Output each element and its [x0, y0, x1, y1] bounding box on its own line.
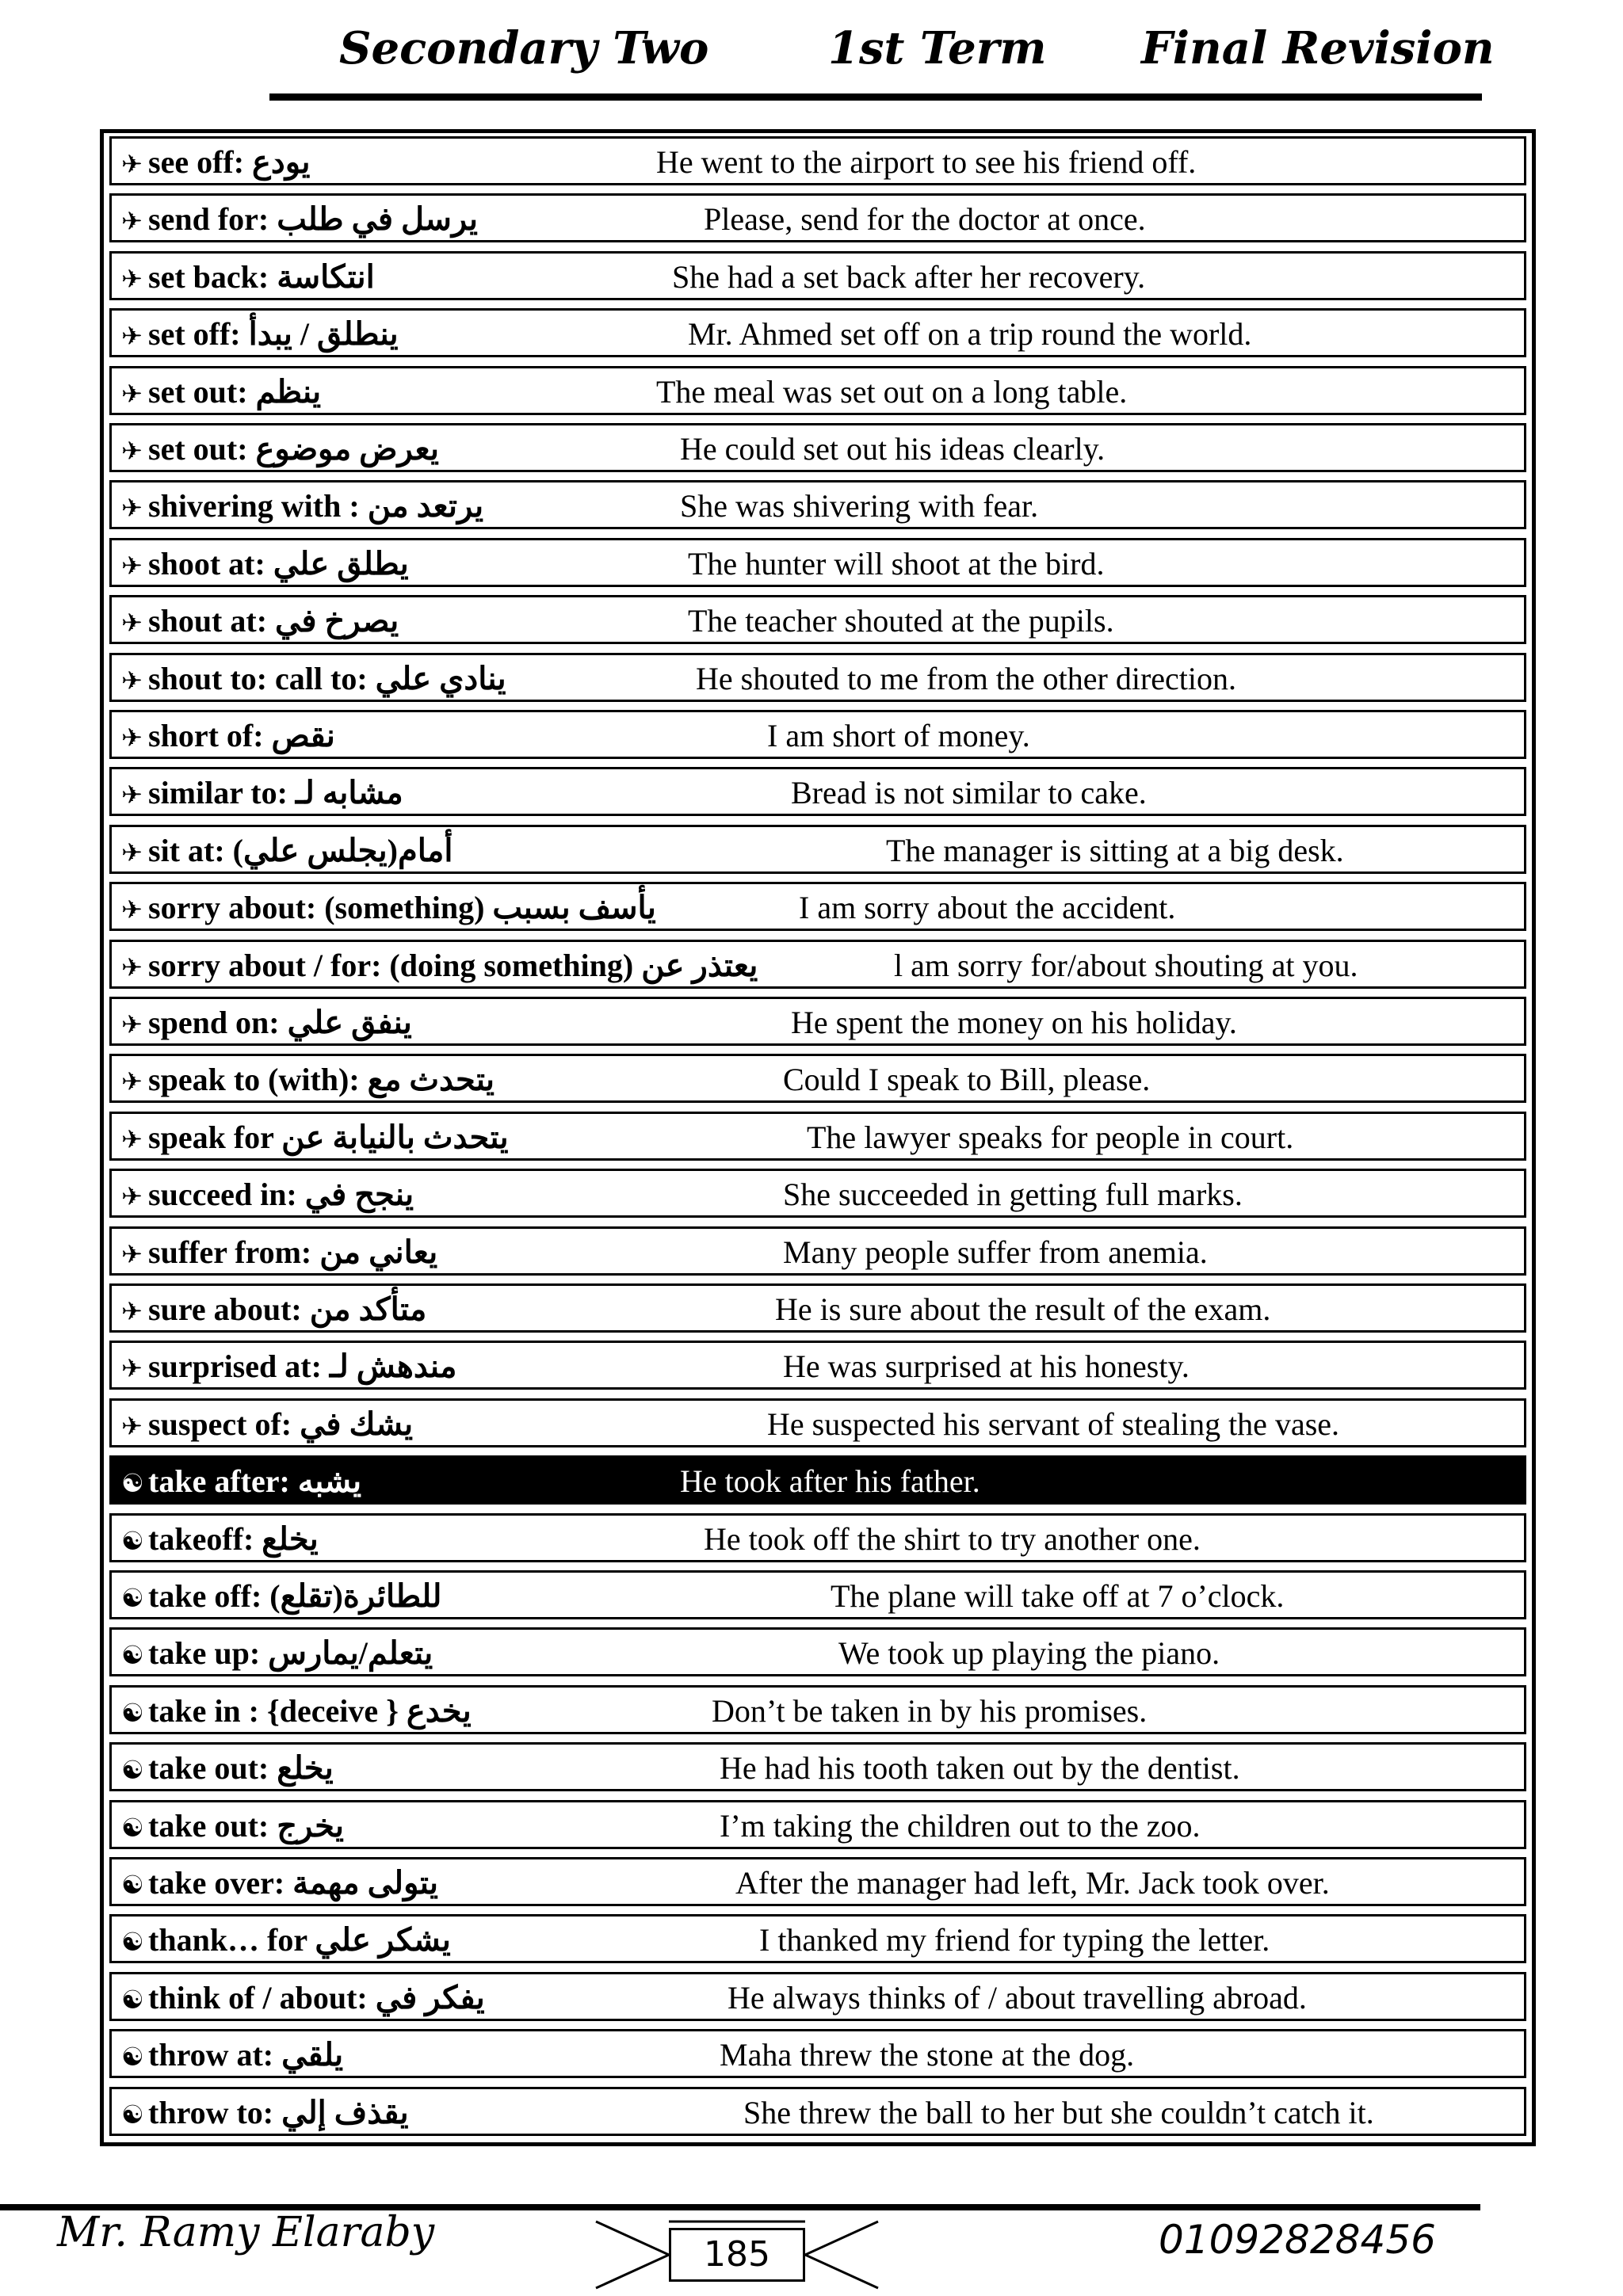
phrase-term-text: takeoff: يخلع	[148, 1520, 319, 1557]
phrase-term	[121, 1234, 437, 1271]
phrase-term	[121, 1520, 319, 1558]
phrase-term	[121, 1061, 495, 1098]
example-sentence: I’m taking the children out to the zoo.	[720, 1807, 1201, 1844]
phrase-term-text: take out: يخرج	[148, 1807, 345, 1844]
table-row	[109, 1283, 1526, 1333]
airplane-icon: ✈	[121, 550, 143, 581]
example-sentence: He suspected his servant of stealing the vase.	[767, 1405, 1340, 1442]
footer-author: Mr. Ramy Elaraby	[57, 2209, 435, 2256]
table-row	[109, 1169, 1526, 1218]
airplane-icon: ✈	[121, 321, 143, 352]
phrase-term	[121, 315, 399, 353]
phrase-term	[121, 660, 506, 697]
phrase-term	[121, 1348, 456, 1385]
example-sentence: She had a set back after her recovery.	[672, 258, 1146, 295]
phrase-term	[121, 2036, 343, 2073]
table-row	[109, 2087, 1526, 2136]
airplane-icon: ✈	[121, 1238, 143, 1269]
phrase-term-text: sorry about / for: (doing something) يعتذر عن	[148, 947, 758, 983]
phrase-term	[121, 1807, 344, 1844]
yin-yang-icon: ☯	[121, 1870, 144, 1900]
phrase-term-text: sure about: متأكد من	[148, 1291, 427, 1327]
table-row	[109, 193, 1526, 242]
example-sentence: l am sorry for/about shouting at you.	[894, 947, 1358, 983]
phrase-term	[121, 717, 335, 754]
phrase-term-text: think of / about: يفكر في	[148, 1979, 485, 2016]
page-number: 185	[669, 2228, 805, 2282]
example-sentence: Bread is not similar to cake.	[791, 775, 1147, 811]
airplane-icon: ✈	[121, 493, 143, 524]
phrase-term-text: throw at: يلقي	[148, 2037, 344, 2073]
airplane-icon: ✈	[121, 723, 143, 753]
example-sentence: He always thinks of / about travelling abroad.	[727, 1979, 1307, 2016]
table-row	[109, 767, 1526, 816]
airplane-icon: ✈	[121, 378, 143, 409]
table-row	[109, 1857, 1526, 1906]
phrase-term	[121, 1291, 426, 1328]
example-sentence: He took off the shirt to try another one.	[704, 1520, 1201, 1557]
phrase-term	[121, 143, 311, 181]
yin-yang-icon: ☯	[121, 1812, 144, 1843]
table-row	[109, 2029, 1526, 2078]
phrase-term-text: throw to: يقذف إلي	[148, 2094, 409, 2130]
yin-yang-icon: ☯	[121, 1755, 144, 1786]
table-row	[109, 1627, 1526, 1676]
example-sentence: He took after his father.	[680, 1463, 980, 1500]
example-sentence: I am sorry about the accident.	[799, 890, 1176, 926]
yin-yang-icon: ☯	[121, 1468, 144, 1499]
yin-yang-icon: ☯	[121, 1697, 144, 1728]
airplane-icon: ✈	[121, 1296, 143, 1326]
yin-yang-icon: ☯	[121, 1640, 144, 1671]
phrase-term-text: thank… for يشكر علي	[148, 1922, 451, 1958]
phrase-term	[121, 889, 656, 926]
phrase-term-text: speak to (with): يتحدث مع	[148, 1062, 495, 1098]
airplane-icon: ✈	[121, 1181, 143, 1212]
phrase-term-text: similar to: مشابه لـ	[148, 775, 403, 811]
table-row	[109, 1054, 1526, 1103]
phrase-term-text: speak for يتحدث بالنيابة عن	[148, 1119, 509, 1155]
example-sentence: Could I speak to Bill, please.	[783, 1062, 1151, 1098]
airplane-icon: ✈	[121, 206, 143, 237]
airplane-icon: ✈	[121, 780, 143, 810]
airplane-icon: ✈	[121, 263, 143, 294]
table-row	[109, 1742, 1526, 1791]
airplane-icon: ✈	[121, 1066, 143, 1097]
header-grade: Secondary Two	[339, 22, 709, 74]
phrase-term	[121, 1921, 451, 1958]
phrase-term-text: take up: يتعلم/يمارس	[148, 1635, 433, 1672]
example-sentence: She was shivering with fear.	[680, 488, 1039, 524]
phrase-term-text: short of: نقص	[148, 718, 335, 753]
yin-yang-icon: ☯	[121, 1583, 144, 1613]
example-sentence: The manager is sitting at a big desk.	[886, 832, 1344, 868]
example-sentence: He had his tooth taken out by the dentist.	[720, 1750, 1240, 1787]
table-row	[109, 997, 1526, 1046]
table-row	[109, 423, 1526, 472]
table-row	[109, 1226, 1526, 1276]
table-row	[109, 251, 1526, 300]
phrase-term	[121, 1634, 433, 1672]
table-row	[109, 1513, 1526, 1562]
example-sentence: He went to the airport to see his friend off.	[656, 144, 1197, 180]
example-sentence: The meal was set out on a long table.	[656, 373, 1128, 410]
example-sentence: Please, send for the doctor at once.	[704, 201, 1146, 238]
phrase-term	[121, 1463, 361, 1500]
table-row	[109, 1398, 1526, 1447]
phrase-term-text: take off: (تقلع)للطائرة	[148, 1578, 442, 1614]
table-row	[109, 136, 1526, 185]
airplane-icon: ✈	[121, 149, 143, 179]
phrase-term	[121, 373, 321, 410]
phrase-term	[121, 2094, 409, 2131]
phrase-term-text: see off: يودع	[148, 144, 311, 180]
phrase-term-text: succeed in: ينجح في	[148, 1177, 414, 1213]
phrase-term-text: shout to: call to: ينادي علي	[148, 660, 506, 696]
phrase-term-text: suspect of: يشك في	[148, 1405, 414, 1442]
phrase-term-text: surprised at: مندهش لـ	[148, 1348, 457, 1385]
example-sentence: The teacher shouted at the pupils.	[688, 603, 1114, 639]
phrase-term	[121, 1004, 412, 1041]
airplane-icon: ✈	[121, 894, 143, 925]
airplane-icon: ✈	[121, 952, 143, 982]
table-row	[109, 308, 1526, 357]
phrase-term-text: sit at: (يجلس علي)أمام	[148, 832, 453, 868]
example-sentence: He is sure about the result of the exam.	[775, 1291, 1271, 1327]
table-row	[109, 366, 1526, 415]
phrase-term	[121, 1577, 441, 1615]
example-sentence: Maha threw the stone at the dog.	[720, 2037, 1135, 2073]
phrase-term-text: take after: يشبه	[148, 1463, 362, 1500]
table-row	[109, 825, 1526, 874]
phrase-term	[121, 430, 439, 467]
example-sentence: The plane will take off at 7 o’clock.	[831, 1578, 1285, 1614]
phrase-term	[121, 947, 758, 984]
yin-yang-icon: ☯	[121, 2042, 144, 2073]
yin-yang-icon: ☯	[121, 1525, 144, 1556]
example-sentence: He shouted to me from the other direction.	[696, 660, 1237, 696]
example-sentence: The hunter will shoot at the bird.	[688, 545, 1105, 582]
table-row	[109, 480, 1526, 529]
phrase-term-text: take in : {deceive } يخدع	[148, 1692, 472, 1729]
page-number-badge	[586, 2212, 888, 2291]
example-sentence: The lawyer speaks for people in court.	[807, 1119, 1294, 1155]
phrase-term-text: take out: يخلع	[148, 1750, 334, 1787]
phrase-term	[121, 832, 453, 869]
table-row	[109, 653, 1526, 702]
phrase-term	[121, 1176, 414, 1213]
table-row	[109, 1972, 1526, 2021]
phrase-term-text: shout at: يصرخ في	[148, 603, 399, 639]
airplane-icon: ✈	[121, 1123, 143, 1154]
phrase-term-text: shoot at: يطلق علي	[148, 545, 409, 582]
phrasal-verbs-table	[100, 129, 1536, 2146]
table-row	[109, 882, 1526, 931]
phrase-term	[121, 1405, 413, 1443]
example-sentence: After the manager had left, Mr. Jack took over.	[735, 1865, 1330, 1901]
table-row	[109, 940, 1526, 989]
phrase-term	[121, 1979, 485, 2016]
phrase-term	[121, 1119, 509, 1156]
table-row	[109, 595, 1526, 644]
footer-phone: 01092828456	[1159, 2217, 1436, 2263]
phrase-term-text: set out: ينظم	[148, 373, 322, 410]
table-row	[109, 1800, 1526, 1849]
example-sentence: Many people suffer from anemia.	[783, 1234, 1208, 1270]
example-sentence: Don’t be taken in by his promises.	[712, 1692, 1148, 1729]
example-sentence: Mr. Ahmed set off on a trip round the world.	[688, 316, 1252, 353]
airplane-icon: ✈	[121, 1353, 143, 1384]
airplane-icon: ✈	[121, 1410, 143, 1441]
example-sentence: He spent the money on his holiday.	[791, 1005, 1237, 1040]
phrase-term	[121, 1864, 438, 1901]
table-row	[109, 1112, 1526, 1161]
phrase-term-text: set out: يعرض موضوع	[148, 431, 439, 467]
header-title: Final Revision	[1141, 22, 1495, 74]
example-sentence: She threw the ball to her but she couldn’t catch it.	[743, 2094, 1374, 2130]
table-row	[109, 1914, 1526, 1963]
airplane-icon: ✈	[121, 608, 143, 639]
table-row	[109, 1685, 1526, 1734]
example-sentence: He could set out his ideas clearly.	[680, 431, 1106, 467]
yin-yang-icon: ☯	[121, 1984, 144, 2015]
table-row	[109, 1341, 1526, 1390]
header-rule	[269, 93, 1482, 101]
phrase-term-text: set off: ينطلق / يبدأ	[148, 316, 399, 353]
example-sentence: She succeeded in getting full marks.	[783, 1177, 1243, 1213]
airplane-icon: ✈	[121, 665, 143, 696]
table-row	[109, 1570, 1526, 1619]
phrase-term	[121, 1692, 472, 1730]
phrase-term-text: suffer from: يعاني من	[148, 1234, 438, 1270]
phrase-term	[121, 1749, 334, 1787]
phrase-term-text: shivering with : يرتعد من	[148, 488, 484, 524]
phrase-term	[121, 258, 375, 296]
example-sentence: I thanked my friend for typing the letter.	[759, 1922, 1270, 1958]
airplane-icon: ✈	[121, 436, 143, 466]
phrase-term	[121, 602, 399, 639]
airplane-icon: ✈	[121, 1009, 143, 1039]
phrase-term	[121, 487, 483, 524]
airplane-icon: ✈	[121, 837, 143, 868]
table-row	[109, 538, 1526, 587]
yin-yang-icon: ☯	[121, 2099, 144, 2130]
phrase-term-text: set back: انتكاسة	[148, 258, 375, 295]
phrase-term-text: spend on: ينفق علي	[148, 1005, 412, 1040]
example-sentence: He was surprised at his honesty.	[783, 1348, 1190, 1385]
page-header	[0, 17, 1623, 105]
phrase-term-text: take over: يتولى مهمة	[148, 1865, 438, 1901]
yin-yang-icon: ☯	[121, 1927, 144, 1958]
phrase-term-text: sorry about: (something) يأسف بسبب	[148, 890, 656, 926]
phrase-term	[121, 774, 403, 811]
phrase-term	[121, 200, 478, 238]
table-row	[109, 1455, 1526, 1505]
table-row	[109, 710, 1526, 759]
example-sentence: We took up playing the piano.	[838, 1635, 1220, 1672]
phrase-term	[121, 545, 409, 582]
header-term: 1st Term	[828, 22, 1047, 74]
example-sentence: I am short of money.	[767, 718, 1030, 753]
phrase-term-text: send for: يرسل في طلب	[148, 201, 479, 238]
